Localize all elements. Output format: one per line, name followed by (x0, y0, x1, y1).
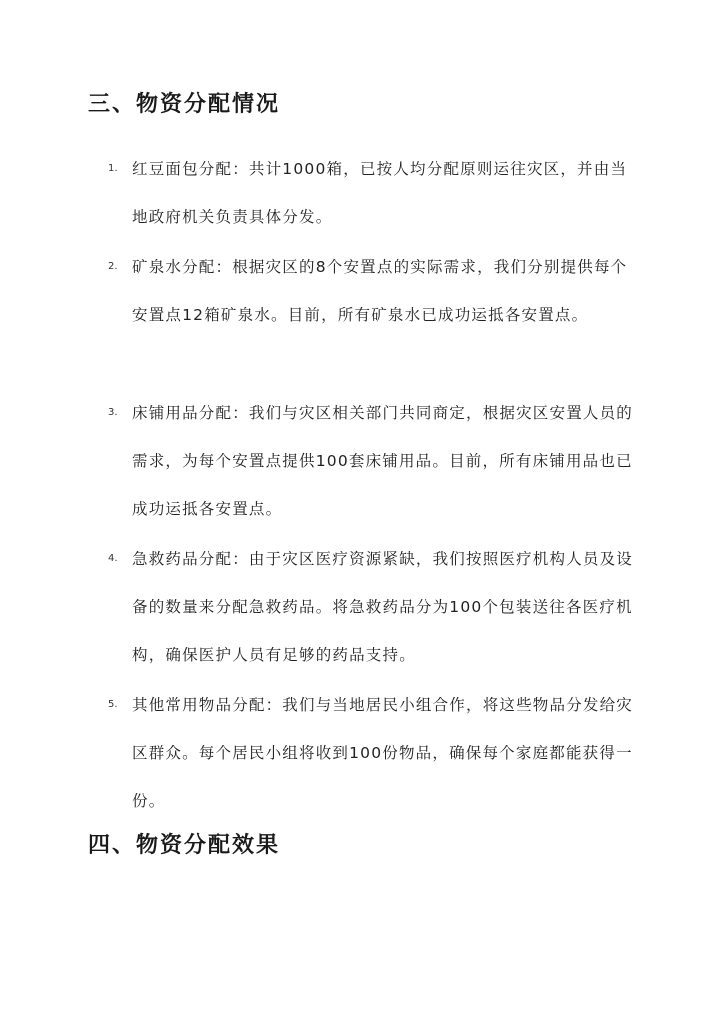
section-heading-effects: 四、物资分配效果 (88, 833, 281, 858)
list-item-number: 2. (108, 261, 118, 272)
list-item-text: 红豆面包分配：共计1000箱，已按人均分配原则运往灾区，并由当地政府机关负责具体分发。 (132, 160, 628, 226)
list-item-number: 4. (108, 553, 118, 564)
list-item-number: 1. (108, 163, 118, 174)
list-item-text: 其他常用物品分配：我们与当地居民小组合作，将这些物品分发给灾区群众。每个居民小组将收到100份物品，确保每个家庭都能获得一份。 (132, 696, 634, 810)
list-item-number: 3. (108, 407, 118, 418)
list-item-number: 5. (108, 699, 118, 710)
list-item-text: 床铺用品分配：我们与灾区相关部门共同商定，根据灾区安置人员的需求，为每个安置点提供100套床铺用品。目前，所有床铺用品也已成功运抵各安置点。 (132, 404, 634, 518)
section-heading-distribution: 三、物资分配情况 (88, 92, 281, 117)
list-item-text: 急救药品分配：由于灾区医疗资源紧缺，我们按照医疗机构人员及设备的数量来分配急救药品。将急救药品分为100个包装送往各医疗机构，确保医护人员有足够的药品支持。 (132, 550, 634, 664)
list-item-text: 矿泉水分配：根据灾区的8个安置点的实际需求，我们分别提供每个安置点12箱矿泉水。目前，所有矿泉水已成功运抵各安置点。 (132, 258, 628, 324)
